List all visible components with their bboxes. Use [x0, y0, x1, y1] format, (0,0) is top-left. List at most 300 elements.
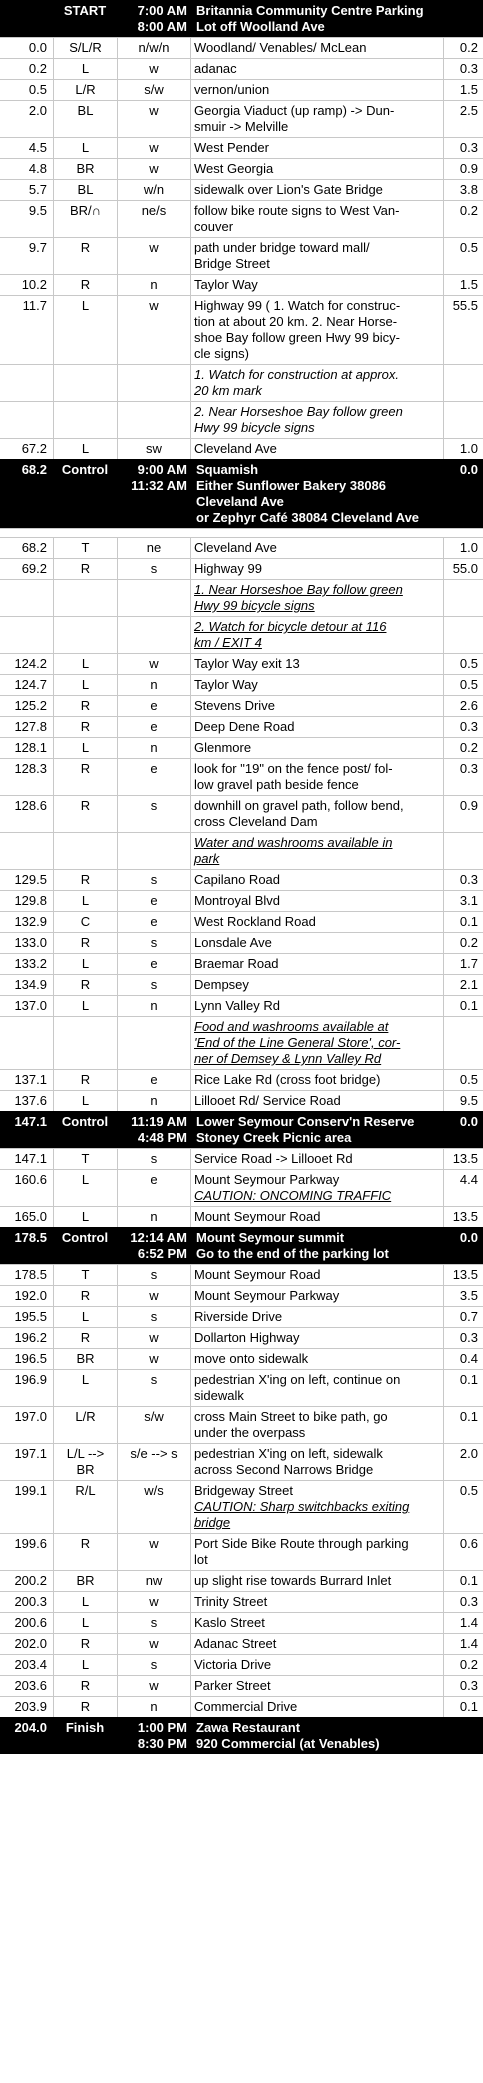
cue-row	[0, 1148, 483, 1169]
cue-distance: 129.8	[14, 893, 47, 908]
cue-row	[0, 58, 483, 79]
cue-description: Capilano Road	[190, 870, 443, 890]
cue-segment	[443, 402, 483, 438]
cue-segment: 0.1	[443, 996, 483, 1016]
caution-note: CAUTION: ONCOMING TRAFFIC	[194, 1188, 392, 1203]
cue-distance: 67.2	[21, 441, 47, 456]
cue-turn: L/L --> BR	[53, 1444, 117, 1480]
cue-distance: 133.0	[14, 935, 47, 950]
cue-segment: 0.2	[443, 933, 483, 953]
cue-turn: L	[53, 996, 117, 1016]
cue-direction: s	[117, 1265, 190, 1285]
cue-description: Georgia Viaduct (up ramp) -> Dun- smuir -> Melville	[190, 101, 443, 137]
cue-turn: R	[53, 870, 117, 890]
cue-distance: 196.5	[14, 1351, 47, 1366]
cue-turn	[53, 1017, 117, 1069]
cue-distance	[0, 617, 53, 653]
cue-distance: 137.6	[14, 1093, 47, 1108]
cue-row	[0, 1264, 483, 1285]
cue-distance: 69.2	[21, 561, 47, 576]
cue-description: Highway 99 ( 1. Watch for construc- tion at about 20 km. 2. Near Horse- shoe Bay follow green Hwy 99 bicy- cle signs)	[190, 296, 443, 364]
cue-distance: 133.2	[14, 956, 47, 971]
cue-description: Glenmore	[190, 738, 443, 758]
cue-row	[0, 1591, 483, 1612]
cue-description: Bridgeway Street CAUTION: Sharp switchbacks exiting bridge	[190, 1481, 443, 1533]
cue-turn: L	[53, 891, 117, 911]
control-segment	[443, 1, 483, 37]
cue-row	[0, 1533, 483, 1570]
cue-direction: e	[117, 759, 190, 795]
cue-turn: R	[53, 1286, 117, 1306]
start-block	[0, 0, 483, 37]
cue-description: West Pender	[190, 138, 443, 158]
cue-description: Food and washrooms available at 'End of the Line General Store', cor- ner of Demsey & Lynn Valley Rd	[190, 1017, 443, 1069]
cue-turn: BR	[53, 159, 117, 179]
cue-distance	[0, 580, 53, 616]
cue-row	[0, 974, 483, 995]
cue-direction: w	[117, 101, 190, 137]
cue-direction: s/w	[117, 1407, 190, 1443]
cue-description: cross Main Street to bike path, go under the overpass	[190, 1407, 443, 1443]
control-distance	[0, 1, 53, 37]
cue-turn: R	[53, 1634, 117, 1654]
cue-row	[0, 79, 483, 100]
cue-row	[0, 158, 483, 179]
cue-row	[0, 1696, 483, 1717]
cue-segment: 2.5	[443, 101, 483, 137]
cue-segment: 0.2	[443, 201, 483, 237]
control-block	[0, 1111, 483, 1148]
cue-turn: L	[53, 738, 117, 758]
cue-row	[0, 674, 483, 695]
cue-direction	[117, 402, 190, 438]
control-distance: 68.2	[21, 462, 47, 477]
control-segment: 0.0	[459, 462, 478, 477]
cue-distance: 125.2	[14, 698, 47, 713]
cue-distance: 137.1	[14, 1072, 47, 1087]
cue-turn: BR	[53, 1349, 117, 1369]
cue-row	[0, 1069, 483, 1090]
cue-description: 1. Watch for construction at approx. 20 km mark	[190, 365, 443, 401]
cue-direction: n	[117, 996, 190, 1016]
cue-distance: 10.2	[21, 277, 47, 292]
cue-turn: R	[53, 238, 117, 274]
cue-segment: 2.6	[443, 696, 483, 716]
cue-turn: L	[53, 654, 117, 674]
cue-turn: L	[53, 1207, 117, 1227]
cue-note-row	[0, 364, 483, 401]
cue-direction: w	[117, 1286, 190, 1306]
cue-direction: s/w	[117, 80, 190, 100]
control-times: 1:00 PM 8:30 PM	[137, 1720, 187, 1751]
cue-row	[0, 1327, 483, 1348]
cue-turn: L	[53, 138, 117, 158]
cue-direction: e	[117, 912, 190, 932]
cue-segment: 0.2	[443, 738, 483, 758]
control-location: Mount Seymour summit Go to the end of the parking lot	[196, 1230, 389, 1261]
cue-segment: 1.0	[443, 538, 483, 558]
cue-direction: e	[117, 1070, 190, 1090]
cue-row	[0, 911, 483, 932]
cue-description: Dempsey	[190, 975, 443, 995]
cue-distance: 0.5	[28, 82, 47, 97]
control-label: Finish	[65, 1720, 105, 1735]
cue-direction: w	[117, 138, 190, 158]
cue-segment: 1.4	[443, 1613, 483, 1633]
cue-distance: 200.3	[14, 1594, 47, 1609]
cue-distance: 11.7	[22, 298, 47, 313]
cue-direction: w	[117, 1349, 190, 1369]
control-times: 7:00 AM 8:00 AM	[137, 3, 187, 34]
cue-description: Mount Seymour Parkway	[190, 1286, 443, 1306]
cue-distance: 124.7	[14, 677, 47, 692]
cue-direction	[117, 617, 190, 653]
cue-distance: 129.5	[14, 872, 47, 887]
cue-note-row	[0, 1016, 483, 1069]
cue-description: Highway 99	[190, 559, 443, 579]
cue-turn: L	[53, 1592, 117, 1612]
cue-distance: 127.8	[14, 719, 47, 734]
cue-segment: 13.5	[443, 1207, 483, 1227]
cue-turn: R	[53, 559, 117, 579]
cue-turn: BR/∩	[53, 201, 117, 237]
cue-segment: 2.0	[443, 1444, 483, 1480]
cue-description: Victoria Drive	[190, 1655, 443, 1675]
cue-turn: R	[53, 933, 117, 953]
cue-row	[0, 1090, 483, 1111]
cue-segment	[443, 833, 483, 869]
cue-distance: 199.1	[14, 1483, 47, 1498]
cue-distance: 196.2	[14, 1330, 47, 1345]
cue-distance: 196.9	[14, 1372, 47, 1387]
cue-turn: R	[53, 275, 117, 295]
control-location: Britannia Community Centre Parking Lot off Woolland Ave	[196, 3, 424, 34]
cue-row	[0, 1306, 483, 1327]
cue-segment: 2.1	[443, 975, 483, 995]
cue-description: Adanac Street	[190, 1634, 443, 1654]
cue-distance: 128.3	[14, 761, 47, 776]
cue-description: Trinity Street	[190, 1592, 443, 1612]
cue-segment: 0.3	[443, 1676, 483, 1696]
cue-direction: s	[117, 1149, 190, 1169]
cue-description: pedestrian X'ing on left, continue on sidewalk	[190, 1370, 443, 1406]
cue-description: Lynn Valley Rd	[190, 996, 443, 1016]
cue-description: move onto sidewalk	[190, 1349, 443, 1369]
section-gap	[0, 528, 483, 537]
cue-description: Stevens Drive	[190, 696, 443, 716]
cue-turn: R	[53, 1697, 117, 1717]
cue-segment	[443, 365, 483, 401]
cue-description: Parker Street	[190, 1676, 443, 1696]
cue-turn: R/L	[53, 1481, 117, 1533]
cue-distance	[0, 833, 53, 869]
cue-direction: sw	[117, 439, 190, 459]
cue-segment: 1.5	[443, 80, 483, 100]
cue-segment: 13.5	[443, 1149, 483, 1169]
cue-segment: 9.5	[443, 1091, 483, 1111]
cue-note-row	[0, 832, 483, 869]
cue-direction: e	[117, 1170, 190, 1206]
cue-row	[0, 100, 483, 137]
cue-segment: 0.3	[443, 59, 483, 79]
control-times: 12:14 AM 6:52 PM	[130, 1230, 187, 1261]
cue-turn: T	[53, 538, 117, 558]
cue-row	[0, 274, 483, 295]
cue-distance: 68.2	[21, 540, 47, 555]
cue-description: Port Side Bike Route through parking lot	[190, 1534, 443, 1570]
control-label: START	[63, 3, 107, 18]
cue-distance: 202.0	[14, 1636, 47, 1651]
cue-description: Cleveland Ave	[190, 538, 443, 558]
cue-direction: w	[117, 159, 190, 179]
cue-direction: n	[117, 275, 190, 295]
cue-description: 1. Near Horseshoe Bay follow green Hwy 99 bicycle signs	[190, 580, 443, 616]
cue-direction: n/w/n	[117, 38, 190, 58]
cue-turn: R	[53, 1070, 117, 1090]
cue-turn: R	[53, 1328, 117, 1348]
cue-direction: ne/s	[117, 201, 190, 237]
cue-segment: 0.7	[443, 1307, 483, 1327]
cue-turn: BR	[53, 1571, 117, 1591]
cue-segment: 3.8	[443, 180, 483, 200]
cue-row	[0, 932, 483, 953]
cue-description: 2. Near Horseshoe Bay follow green Hwy 99 bicycle signs	[190, 402, 443, 438]
cue-distance: 4.5	[28, 140, 47, 155]
cue-segment: 1.7	[443, 954, 483, 974]
cue-distance	[0, 365, 53, 401]
cue-row	[0, 1612, 483, 1633]
cue-turn: R	[53, 796, 117, 832]
cue-description: Mount Seymour Road	[190, 1265, 443, 1285]
cue-description: Montroyal Blvd	[190, 891, 443, 911]
cue-turn	[53, 580, 117, 616]
cue-segment: 0.5	[443, 675, 483, 695]
cue-row	[0, 737, 483, 758]
cue-distance: 137.0	[14, 998, 47, 1013]
cue-row	[0, 1285, 483, 1306]
cue-direction: w	[117, 59, 190, 79]
control-location: Squamish Either Sunflower Bakery 38086 Cleveland Ave or Zephyr Café 38084 Cleveland Ave	[196, 462, 420, 525]
cue-segment: 0.9	[443, 159, 483, 179]
cue-direction: n	[117, 738, 190, 758]
cue-direction	[117, 365, 190, 401]
cue-segment: 0.3	[443, 138, 483, 158]
cue-segment: 0.6	[443, 1534, 483, 1570]
cue-direction: e	[117, 954, 190, 974]
cue-description: West Rockland Road	[190, 912, 443, 932]
cue-segment: 4.4	[443, 1170, 483, 1206]
cue-turn: L	[53, 1655, 117, 1675]
cue-direction	[117, 580, 190, 616]
cue-direction: n	[117, 1091, 190, 1111]
cue-direction: w	[117, 296, 190, 364]
cue-segment	[443, 580, 483, 616]
cue-segment: 0.3	[443, 759, 483, 795]
cue-description: Mount Seymour Road	[190, 1207, 443, 1227]
cue-distance: 160.6	[14, 1172, 47, 1187]
control-location: Zawa Restaurant 920 Commercial (at Venables)	[196, 1720, 380, 1751]
cue-direction: w	[117, 1634, 190, 1654]
cue-distance: 124.2	[14, 656, 47, 671]
cue-turn: L	[53, 954, 117, 974]
cue-turn	[53, 365, 117, 401]
cue-direction: s/e --> s	[117, 1444, 190, 1480]
cue-segment: 0.3	[443, 1328, 483, 1348]
cue-direction: s	[117, 975, 190, 995]
finish-block	[0, 1717, 483, 1754]
cue-note-row	[0, 1169, 483, 1206]
cue-segment: 0.9	[443, 796, 483, 832]
cue-description: up slight rise towards Burrard Inlet	[190, 1571, 443, 1591]
cue-segment: 0.5	[443, 654, 483, 674]
control-label: Control	[61, 1114, 109, 1129]
cue-description: pedestrian X'ing on left, sidewalk across Second Narrows Bridge	[190, 1444, 443, 1480]
cue-description: sidewalk over Lion's Gate Bridge	[190, 180, 443, 200]
cue-turn	[53, 833, 117, 869]
cue-direction: w	[117, 654, 190, 674]
cue-distance: 197.0	[14, 1409, 47, 1424]
control-distance: 147.1	[14, 1114, 47, 1129]
cue-description: Mount Seymour Parkway CAUTION: ONCOMING TRAFFIC	[190, 1170, 443, 1206]
cue-segment: 3.1	[443, 891, 483, 911]
cue-description: Lillooet Rd/ Service Road	[190, 1091, 443, 1111]
cue-turn: L	[53, 675, 117, 695]
cue-turn: BL	[53, 180, 117, 200]
cue-direction: n	[117, 675, 190, 695]
cue-turn: R	[53, 1676, 117, 1696]
cue-segment: 0.1	[443, 1697, 483, 1717]
cue-direction: s	[117, 870, 190, 890]
cue-turn: L	[53, 1307, 117, 1327]
cue-row	[0, 1570, 483, 1591]
cue-description: vernon/union	[190, 80, 443, 100]
cue-row	[0, 1633, 483, 1654]
cue-direction	[117, 1017, 190, 1069]
cue-row	[0, 1348, 483, 1369]
cue-direction: w	[117, 1676, 190, 1696]
cue-distance: 192.0	[14, 1288, 47, 1303]
cue-segment: 55.0	[443, 559, 483, 579]
cue-description: Riverside Drive	[190, 1307, 443, 1327]
control-location: Lower Seymour Conserv'n Reserve Stoney Creek Picnic area	[196, 1114, 415, 1145]
cue-turn: T	[53, 1265, 117, 1285]
cue-segment: 0.3	[443, 717, 483, 737]
cue-segment: 0.2	[443, 1655, 483, 1675]
cue-direction: e	[117, 696, 190, 716]
cue-description: West Georgia	[190, 159, 443, 179]
control-times: 11:19 AM 4:48 PM	[131, 1114, 187, 1145]
cue-distance: 203.6	[14, 1678, 47, 1693]
cue-turn: L	[53, 1370, 117, 1406]
cue-description: Water and washrooms available in park	[190, 833, 443, 869]
cue-distance: 203.4	[14, 1657, 47, 1672]
cue-distance: 147.1	[14, 1151, 47, 1166]
cue-description: Rice Lake Rd (cross foot bridge)	[190, 1070, 443, 1090]
cue-description: Taylor Way	[190, 675, 443, 695]
cue-direction: s	[117, 1307, 190, 1327]
cue-turn: L	[53, 1613, 117, 1633]
cue-description: downhill on gravel path, follow bend, cross Cleveland Dam	[190, 796, 443, 832]
cue-description: Commercial Drive	[190, 1697, 443, 1717]
cue-turn: L	[53, 1091, 117, 1111]
cue-row	[0, 953, 483, 974]
cue-distance: 2.0	[28, 103, 47, 118]
cue-segment: 0.3	[443, 1592, 483, 1612]
cue-direction: n	[117, 1697, 190, 1717]
cue-turn	[53, 402, 117, 438]
cue-segment: 1.0	[443, 439, 483, 459]
cue-turn: L	[53, 1170, 117, 1206]
cue-distance: 132.9	[14, 914, 47, 929]
cue-turn: L	[53, 59, 117, 79]
cue-turn: L	[53, 296, 117, 364]
cue-row	[0, 653, 483, 674]
cue-row	[0, 869, 483, 890]
cue-row	[0, 137, 483, 158]
cue-row	[0, 695, 483, 716]
cue-description: Cleveland Ave	[190, 439, 443, 459]
cue-segment: 0.5	[443, 1481, 483, 1533]
cue-distance: 200.2	[14, 1573, 47, 1588]
cue-description: adanac	[190, 59, 443, 79]
cue-segment: 1.5	[443, 275, 483, 295]
cue-turn: R	[53, 759, 117, 795]
cue-row	[0, 716, 483, 737]
cue-turn: L	[53, 439, 117, 459]
cue-description: Service Road -> Lillooet Rd	[190, 1149, 443, 1169]
cue-distance: 9.5	[28, 203, 47, 218]
cue-turn: C	[53, 912, 117, 932]
cue-direction: ne	[117, 538, 190, 558]
cue-direction: s	[117, 796, 190, 832]
cue-direction: s	[117, 1613, 190, 1633]
cue-distance: 165.0	[14, 1209, 47, 1224]
cue-row	[0, 1369, 483, 1406]
cue-description: follow bike route signs to West Van- couver	[190, 201, 443, 237]
cue-row	[0, 438, 483, 459]
cue-description: path under bridge toward mall/ Bridge Street	[190, 238, 443, 274]
cue-segment	[443, 1017, 483, 1069]
cue-distance: 195.5	[14, 1309, 47, 1324]
cue-direction: w	[117, 1534, 190, 1570]
cue-note-row	[0, 579, 483, 616]
cue-row	[0, 237, 483, 274]
cue-segment: 0.1	[443, 1571, 483, 1591]
cue-row	[0, 1406, 483, 1443]
cue-distance: 128.6	[14, 798, 47, 813]
control-segment: 0.0	[459, 1114, 478, 1129]
cue-row	[0, 758, 483, 795]
cue-row	[0, 537, 483, 558]
control-label: Control	[61, 462, 109, 477]
cue-direction	[117, 833, 190, 869]
cue-turn: T	[53, 1149, 117, 1169]
cue-turn	[53, 617, 117, 653]
control-segment: 0.0	[459, 1230, 478, 1245]
cue-distance: 4.8	[28, 161, 47, 176]
cue-direction: n	[117, 1207, 190, 1227]
cue-distance: 134.9	[14, 977, 47, 992]
cue-direction: w	[117, 1592, 190, 1612]
cue-distance: 0.0	[28, 40, 47, 55]
cue-row	[0, 1675, 483, 1696]
control-times: 9:00 AM 11:32 AM	[131, 462, 187, 493]
cue-row	[0, 179, 483, 200]
caution-note: CAUTION: Sharp switchbacks exiting bridge	[194, 1499, 410, 1530]
cue-segment: 1.4	[443, 1634, 483, 1654]
cue-direction: w	[117, 1328, 190, 1348]
cue-turn: R	[53, 975, 117, 995]
